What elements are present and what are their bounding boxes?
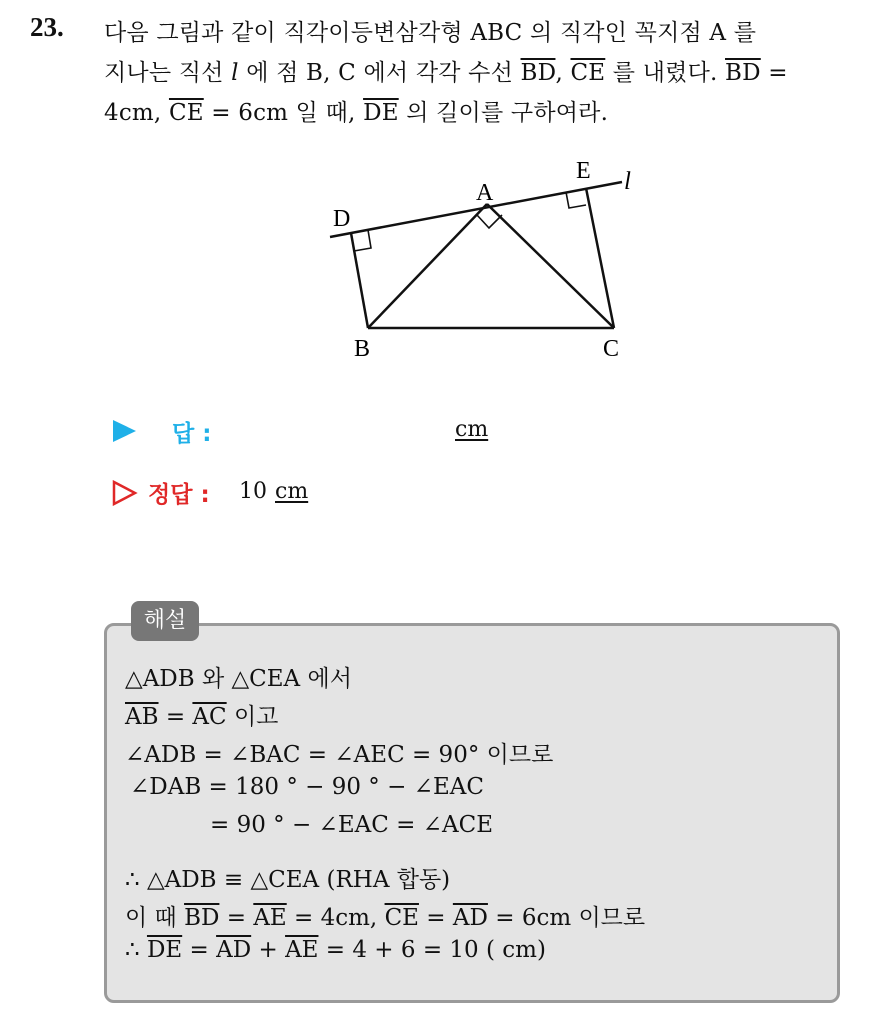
explanation-text: = 6cm 이므로 — [487, 905, 646, 931]
explanation-line-3: ∠ADB = ∠BAC = ∠AEC = 90° 이므로 — [125, 742, 554, 768]
answer-label: 답 : — [172, 421, 212, 447]
explanation-line-2 — [125, 698, 278, 731]
explanation-text: = — [158, 704, 193, 730]
question-text: 4cm, — [104, 100, 169, 126]
segment-ac — [487, 204, 614, 328]
problem-number: 23. — [30, 12, 64, 42]
explanation-text: 이고 — [226, 704, 279, 730]
right-angle-mark-a — [477, 215, 502, 228]
question-text: 지나는 직선 — [104, 60, 232, 86]
outline-arrow-icon — [112, 480, 138, 506]
answer-unit: cm — [455, 417, 489, 442]
line-symbol: l — [231, 60, 239, 86]
segment-bd — [351, 233, 368, 328]
explanation-line-6: ∴ △ADB ≡ △CEA (RHA 합동) — [125, 867, 451, 893]
correct-answer-value: 10 — [239, 479, 267, 504]
vertex-label-c: C — [603, 336, 620, 362]
segment-ce: $\overline{CE}$ — [168, 100, 204, 126]
correct-answer-unit: cm — [275, 479, 309, 504]
segment-ab — [368, 204, 487, 328]
segment-de: $\overline{DE}$ — [146, 937, 183, 963]
question-text: = 6cm 일 때, — [203, 100, 364, 126]
explanation-line-1: △ADB 와 △CEA 에서 — [125, 666, 352, 692]
explanation-text: 이 때 — [125, 905, 185, 931]
explanation-line-5: = 90 ° − ∠EAC = ∠ACE — [210, 812, 493, 838]
question-line-1 — [104, 14, 756, 47]
line-label-l: l — [624, 168, 631, 195]
question-text: , — [555, 60, 571, 86]
explanation-tab: 해설 — [131, 601, 199, 641]
right-angle-mark-e — [566, 192, 586, 208]
explanation-text: ∴ — [125, 937, 147, 963]
segment-bd: $\overline{BD}$ — [520, 60, 556, 86]
explanation-text: = — [182, 937, 217, 963]
question-text: 에 점 B, C 에서 각각 수선 — [238, 60, 521, 86]
question-line-3 — [104, 94, 608, 127]
question-line-2 — [104, 54, 788, 87]
segment-ae: $\overline{AE}$ — [285, 937, 319, 963]
correct-answer-label: 정답 : — [148, 482, 210, 508]
question-text: 를 내렸다. — [605, 60, 726, 86]
segment-ce — [586, 188, 614, 328]
explanation-text: + — [251, 937, 286, 963]
explanation-line-8 — [125, 937, 546, 963]
segment-de: $\overline{DE}$ — [363, 100, 399, 126]
question-text: = — [760, 60, 788, 86]
vertex-label-e: E — [576, 158, 591, 184]
explanation-text: = — [219, 905, 254, 931]
segment-ab: $\overline{AB}$ — [125, 704, 159, 730]
answer-row — [112, 415, 532, 449]
explanation-text: = 4cm, — [286, 905, 385, 931]
segment-ad: $\overline{AD}$ — [452, 905, 488, 931]
question-text: 다음 그림과 같이 직각이등변삼각형 ABC 의 직각인 꼭지점 A 를 — [104, 20, 757, 46]
vertex-label-a: A — [476, 180, 494, 206]
segment-ae: $\overline{AE}$ — [253, 905, 287, 931]
play-arrow-icon — [112, 419, 138, 443]
segment-bd: $\overline{BD}$ — [184, 905, 220, 931]
segment-bd: $\overline{BD}$ — [725, 60, 761, 86]
explanation-text: = — [418, 905, 453, 931]
segment-ce: $\overline{CE}$ — [384, 905, 419, 931]
correct-answer-row — [112, 476, 532, 512]
question-text: 의 길이를 구하여라. — [398, 100, 609, 126]
explanation-text: = 4 + 6 = 10 ( cm) — [318, 937, 546, 963]
vertex-label-d: D — [333, 206, 351, 232]
explanation-line-4: ∠DAB = 180 ° − 90 ° − ∠EAC — [130, 774, 484, 800]
geometry-figure — [300, 150, 680, 380]
segment-ad: $\overline{AD}$ — [216, 937, 252, 963]
segment-ac: $\overline{AC}$ — [192, 704, 227, 730]
vertex-label-b: B — [354, 336, 371, 362]
segment-ce: $\overline{CE}$ — [570, 60, 606, 86]
explanation-line-7 — [125, 899, 645, 932]
